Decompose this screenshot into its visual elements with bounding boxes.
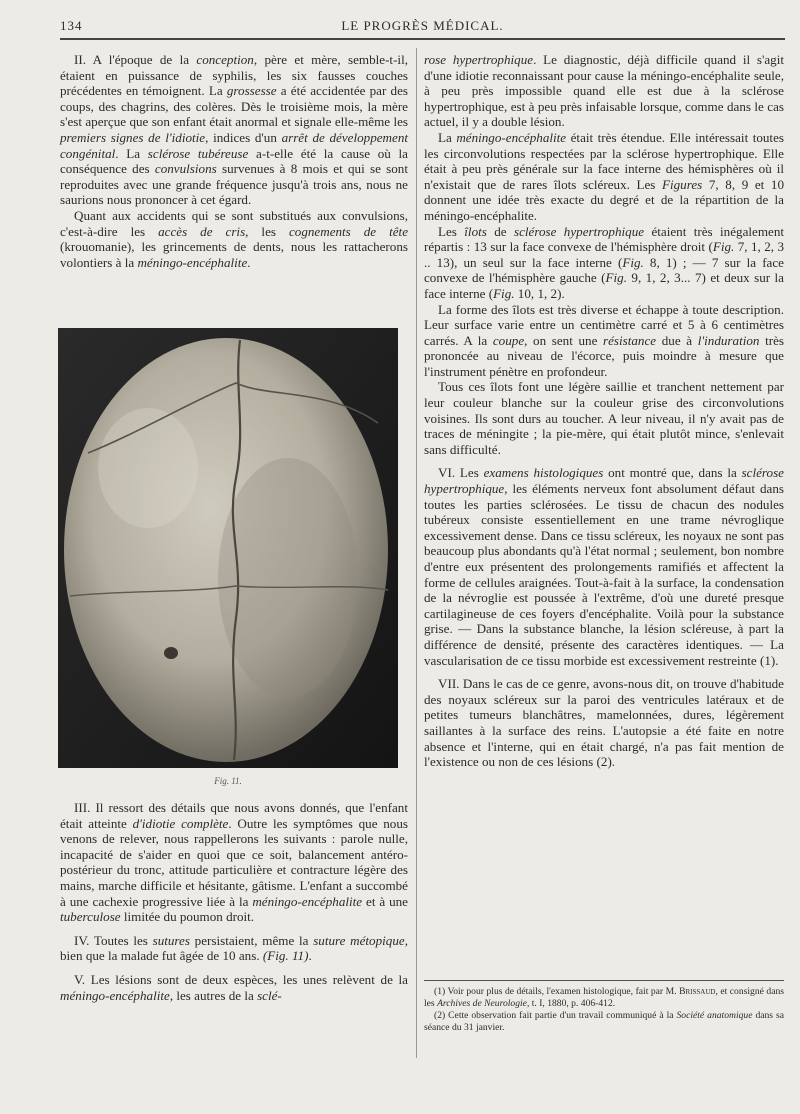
paragraph-iii: III. Il ressort des détails que nous avons donnés, que l'enfant était atteinte d'idiotie complète. Outre les symptômes que nous venons de relever, nous rappellerons les suivants : parole nulle, incapacité de s'aider en quoi que ce soit, balancement antéro-postérieur du tronc, attitude particulière et contracture légère des mains, marche difficile et hésitante, gâtisme. L'enfant a succombé à une cachexie progressive liée à la méningo-encéphalite et à une tuberculose limitée du poumon droit. [60, 800, 408, 925]
paragraph-vii: VII. Dans le cas de ce genre, avons-nous dit, on trouve d'habitude des noyaux scléreux sur la paroi des ventricules latéraux et de petites tumeurs blanchâtres, mamelonnées, dures, légèrement saillantes à la surface des reins. L'autopsie a été faite en notre absence et l'interne, qui en était chargé, n'a pas fait mention de l'existence ou non de ces lésions (2). [424, 676, 784, 770]
footnotes [424, 986, 784, 1034]
footnote-2: (2) Cette observation fait partie d'un travail communiqué à la Société anatomique dans sa séance du 31 janvier. [424, 1010, 784, 1033]
paragraph-meningo: La méningo-encéphalite était très étendue. Elle intéressait toutes les circonvolutions respectées par la sclérose hypertrophique. Elle était à peu près générale sur la face interne des hémisphères où il n'existait que de rares îlots scléreux. Les Figures 7, 8, 9 et 10 donnent une idée très exacte du degré et de la répartition de la méningo-encéphalite. [424, 129, 784, 223]
running-title: LE PROGRÈS MÉDICAL. [341, 18, 504, 33]
figure-caption: Fig. 11. [214, 776, 242, 786]
column-rule [416, 48, 417, 1058]
paragraph-ii: II. A l'époque de la conception, père et mère, semble-t-il, étaient en puissance de syphilis, les six fausses couches précédentes en témoignent. La grossesse a été accidentée par des coups, des chagrins, des colères. Dès le troisième mois, la mère s'est aperçue que son enfant était anormal et signale elle-même les premiers signes de l'idiotie, indices d'un arrêt de développement congénital. La sclérose tubéreuse a-t-elle été la cause où la conséquence des convulsions survenues à 8 mois et qui se sont reproduites avec une grande fréquence jusqu'à trois ans, nous ne saurions nous prononcer à cet égard. [60, 52, 409, 208]
paragraph-ilots: Les îlots de sclérose hypertrophique étaient très inégalement répartis : 13 sur la face convexe de l'hémisphère droit (Fig. 7, 1, 2, 3 .. 13), un seul sur la face interne (Fig. 8, 1) ; — 7 sur la face convexe de l'hémisphère gauche (Fig. 9, 1, 2, 3... 7) et deux sur la face interne (Fig. 10, 1, 2). [424, 223, 785, 301]
skull-photograph [58, 328, 398, 768]
paragraph-accidents: Quant aux accidents qui se sont substitués aux convulsions, c'est-à-dire les accès de cris, les cognements de tête (krouomanie), les grincements de dents, nous les rattacherons volontiers à la méningo-encéphalite. [60, 207, 409, 270]
dark-spot [164, 647, 178, 659]
footnote-rule [424, 980, 784, 981]
paragraph-forme: La forme des îlots est très diverse et échappe à toute description. Leur surface varie entre un centimètre carré et 5 à 6 centimètres carrés. A la coupe, on sent une résistance due à l'induration très prononcée au niveau de l'écorce, puis moindre à mesure que l'instrument pénètre en profondeur. [424, 301, 784, 379]
left-column-top [60, 52, 408, 270]
header-rule [60, 38, 785, 40]
paragraph-vi: VI. Les examens histologiques ont montré que, dans la sclérose hypertrophique, les éléments nerveux font absolument défaut dans toutes les parties sclérosées. Le tissu de chacun des nodules tubéreux consiste essentiellement en une trame névroglique excessivement dense. Dans ce tissu scléreux, les noyaux ne sont pas beaucoup plus abondants qu'à l'état normal ; seulement, bon nombre d'entre eux présentent des prolongements ramifiés et affectent la forme de cellules araignées. Tout-à-fait à la surface, la condensation de la névroglie est poussée à l'extrême, d'où une dureté presque cartilagineuse de ces foyers d'encéphalite. Voilà pour la substance grise. — Dans la substance blanche, la lésion scléreuse, à part la différence de densité, présente des caractères identiques. — La vascularisation de ce tissu morbide est excessivement restreinte (1). [424, 465, 784, 668]
page-number: 134 [60, 18, 83, 33]
paragraph-saillie: Tous ces îlots font une légère saillie et tranchent nettement par leur couleur blanche sur la couleur grise des circonvolutions voisines. Ils sont durs au toucher. A leur niveau, il n'y avait pas de traces de méningite ; la pie-mère, qui était plutôt mince, s'enlevait sans difficulté. [424, 379, 784, 457]
paragraph-iv: IV. Toutes les sutures persistaient, même la suture métopique, bien que la malade fut âgée de 10 ans. (Fig. 11). [60, 932, 408, 964]
skull-illustration [58, 328, 398, 768]
paragraph-v: V. Les lésions sont de deux espèces, les unes relèvent de la méningo-encéphalite, les autres de la sclé- [60, 971, 408, 1003]
left-column-bottom [60, 800, 408, 1003]
footnote-1: (1) Voir pour plus de détails, l'examen histologique, fait par M. Brissaud, et consigné dans les Archives de Neurologie, t. I, 1880, p. 406-412. [424, 986, 784, 1009]
page-header [60, 18, 785, 38]
right-column [424, 52, 784, 770]
paragraph-sclerose: rose hypertrophique. Le diagnostic, déjà difficile quand il s'agit d'une idiotie reconnaissant pour cause la méningo-encéphalite seule, à peu près impossible quand elle est due à la sclérose hypertrophique, est à peu près infaisable lorsque, comme dans le cas actuel, il y a double lésion. [424, 52, 784, 130]
